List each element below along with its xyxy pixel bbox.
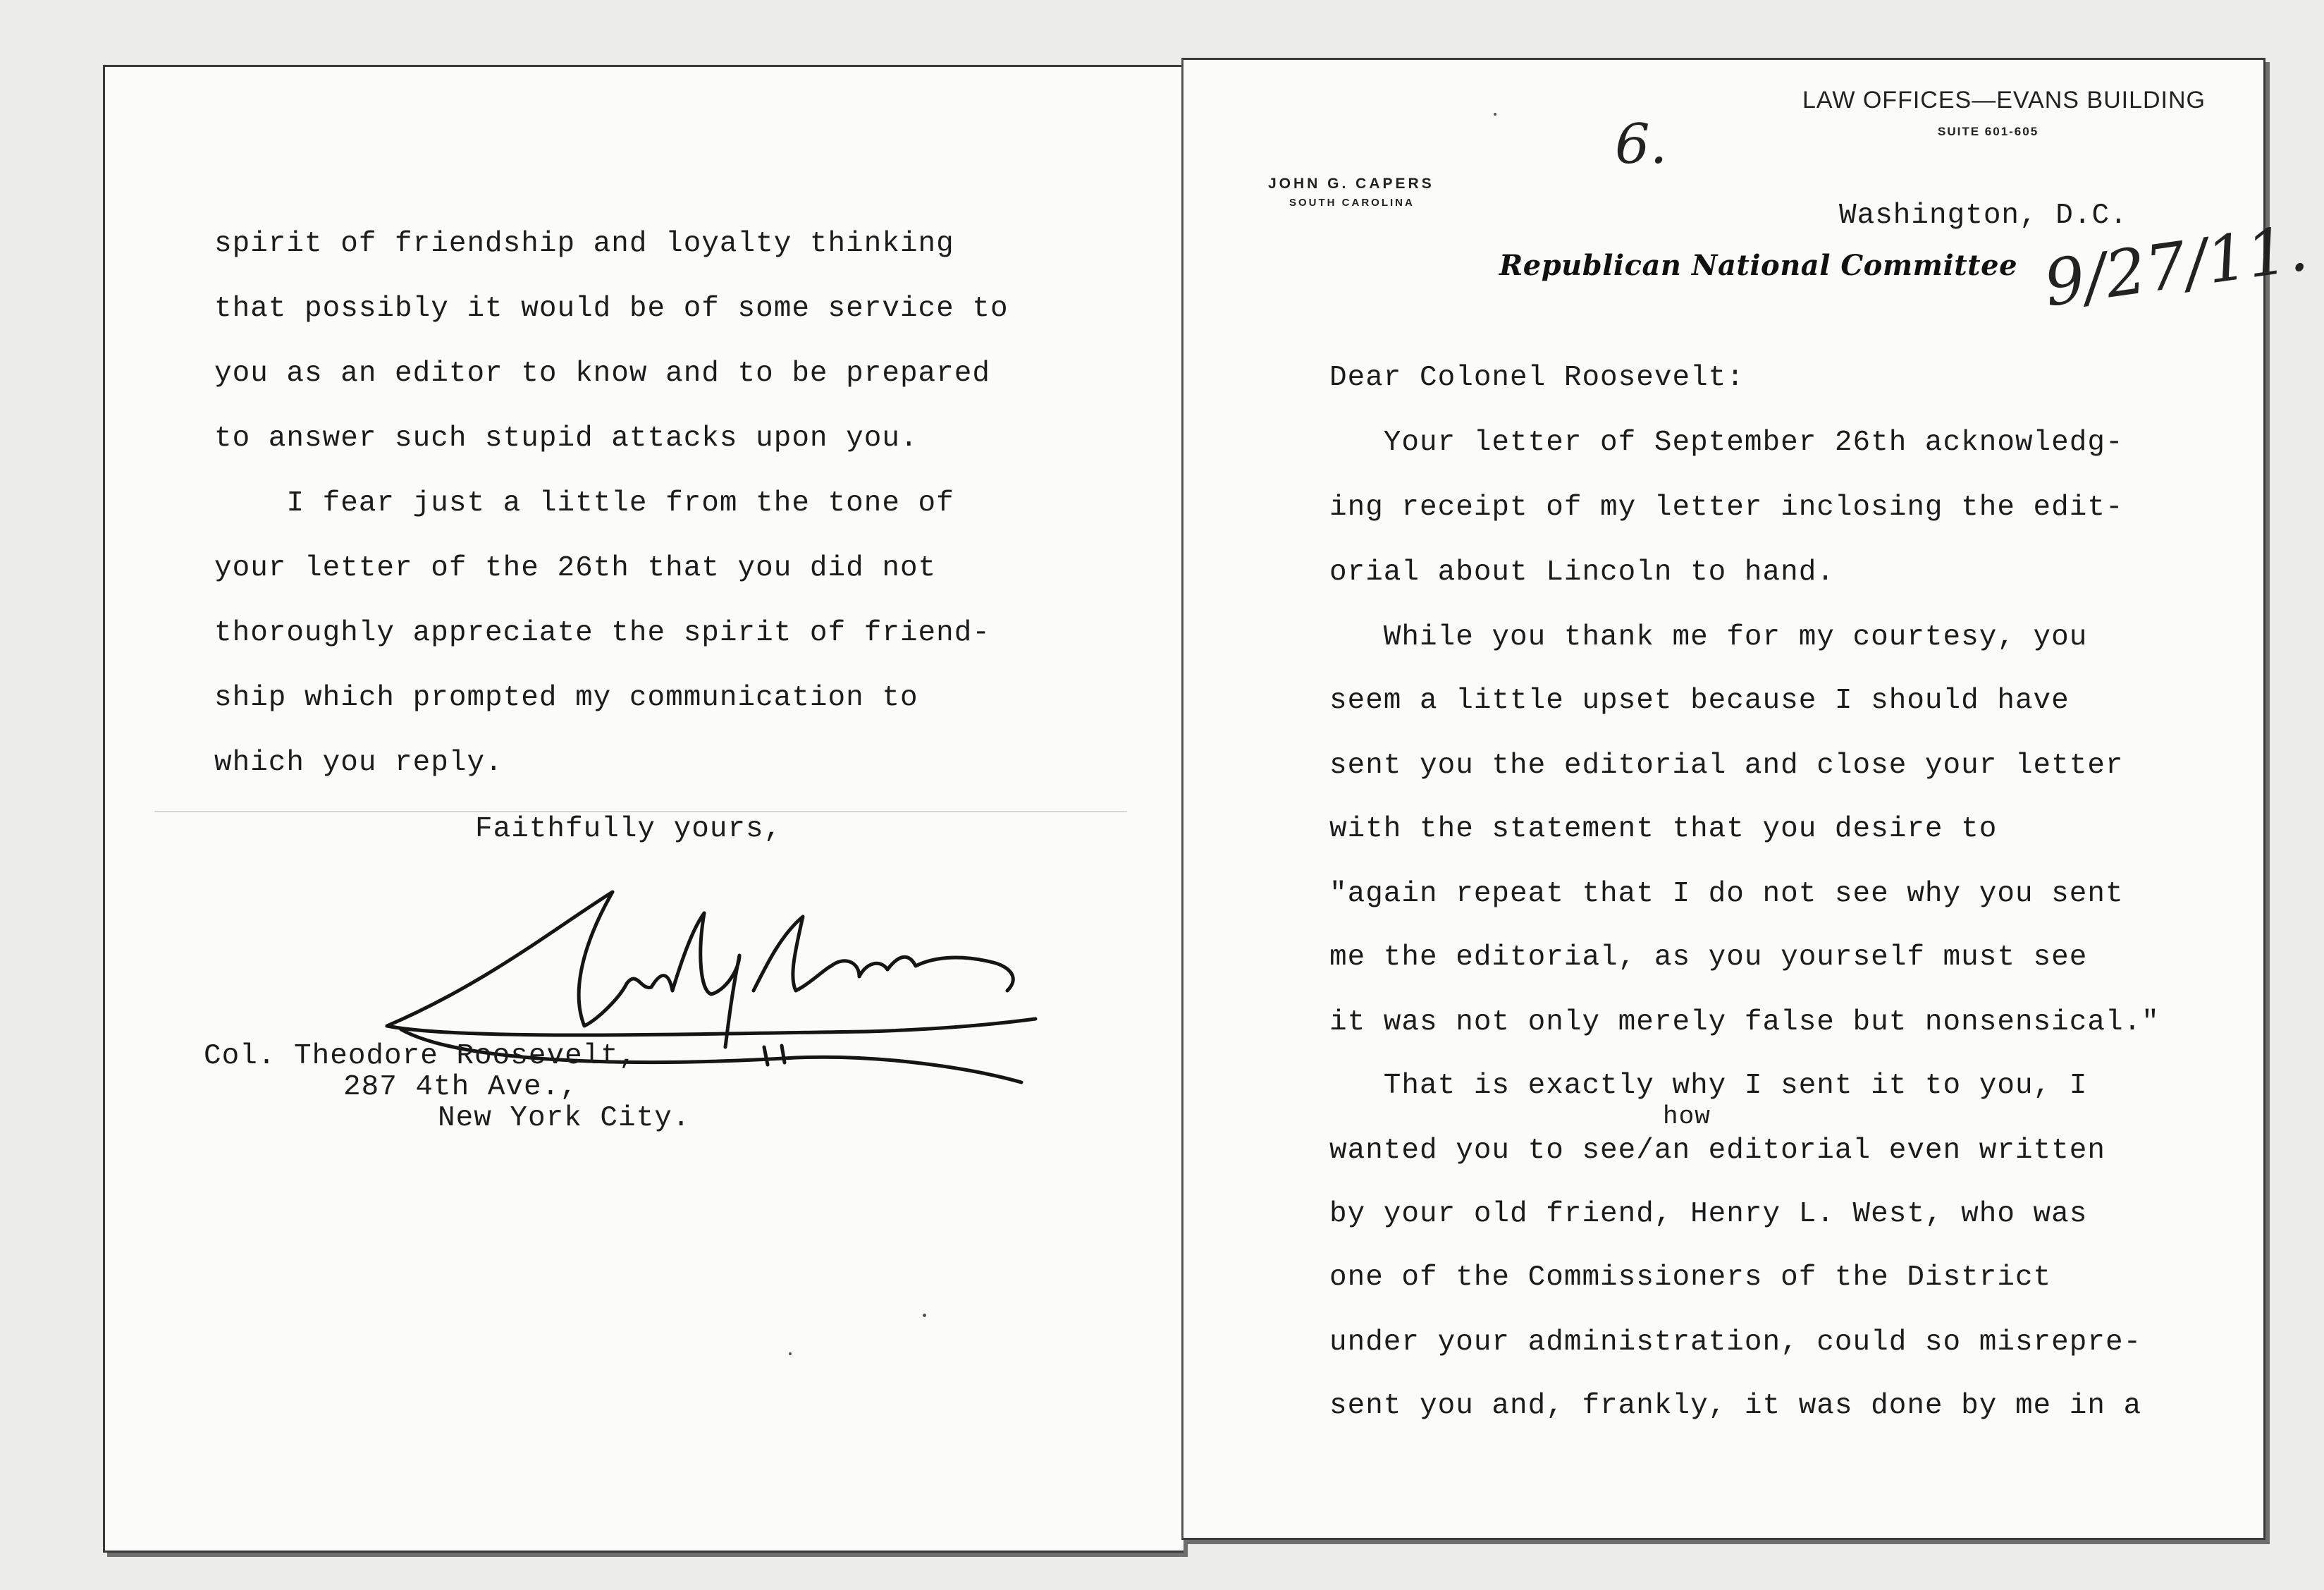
body-line: to answer such stupid attacks upon you. (214, 422, 918, 455)
body-line: seem a little upset because I should have (1329, 685, 2070, 717)
body-line: me the editorial, as you yourself must see (1329, 941, 2088, 974)
body-line: sent you and, frankly, it was done by me in a (1329, 1390, 2142, 1422)
letterhead-suite: SUITE 601-605 (1938, 125, 2039, 138)
body-line: Your letter of September 26th acknowledg- (1329, 427, 2124, 459)
body-line: it was not only merely false but nonsensical." (1329, 1006, 2160, 1039)
body-line: that possibly it would be of some service to (214, 293, 1009, 325)
letter-page-left (103, 65, 1183, 1553)
interlinear-insertion: how (1663, 1102, 1711, 1131)
body-line: one of the Commissioners of the District (1329, 1261, 2052, 1294)
body-line: you as an editor to know and to be prepared (214, 357, 990, 390)
page-number: 6. (1615, 113, 1668, 176)
body-line: your letter of the 26th that you did not (214, 552, 937, 585)
recipient-street: 287 4th Ave., (343, 1071, 578, 1103)
closing: Faithfully yours, (475, 813, 782, 845)
committee-name: Republican National Committee (1499, 249, 2018, 282)
recipient-city: New York City. (438, 1102, 691, 1135)
body-line: sent you the editorial and close your letter (1329, 750, 2124, 782)
body-line: with the statement that you desire to (1329, 813, 1998, 845)
body-line: wanted you to see/an editorial even written (1329, 1135, 2105, 1167)
speck (923, 1314, 926, 1317)
body-line: ing receipt of my letter inclosing the edit- (1329, 491, 2124, 524)
letterhead-firm: LAW OFFICES—EVANS BUILDING (1802, 87, 2206, 114)
handwritten-date: 9/27/11. (2039, 211, 2313, 322)
letterhead-name: JOHN G. CAPERS (1268, 176, 1434, 192)
body-line: by your old friend, Henry L. West, who was (1329, 1198, 2088, 1230)
body-line: which you reply. (214, 747, 503, 779)
speck (1494, 113, 1496, 116)
body-line: ship which prompted my communication to (214, 682, 918, 714)
letter-page-right (1181, 58, 2313, 1540)
speck (789, 1352, 792, 1355)
body-line: spirit of friendship and loyalty thinking (214, 228, 954, 260)
body-line: under your administration, could so misrepre- (1329, 1326, 2142, 1359)
body-line: "again repeat that I do not see why you sent (1329, 878, 2124, 910)
body-line: thoroughly appreciate the spirit of friend- (214, 617, 990, 649)
salutation: Dear Colonel Roosevelt: (1329, 362, 1745, 394)
body-line: That is exactly why I sent it to you, I (1329, 1070, 2088, 1102)
letterhead-state: SOUTH CAROLINA (1289, 197, 1415, 209)
body-line: I fear just a little from the tone of (214, 487, 954, 520)
fold-crease (154, 811, 1127, 812)
place: Washington, D.C. (1839, 200, 2128, 232)
body-line: While you thank me for my courtesy, you (1329, 621, 2088, 654)
recipient-name: Col. Theodore Roosevelt, (204, 1040, 637, 1072)
body-line: orial about Lincoln to hand. (1329, 556, 1835, 589)
